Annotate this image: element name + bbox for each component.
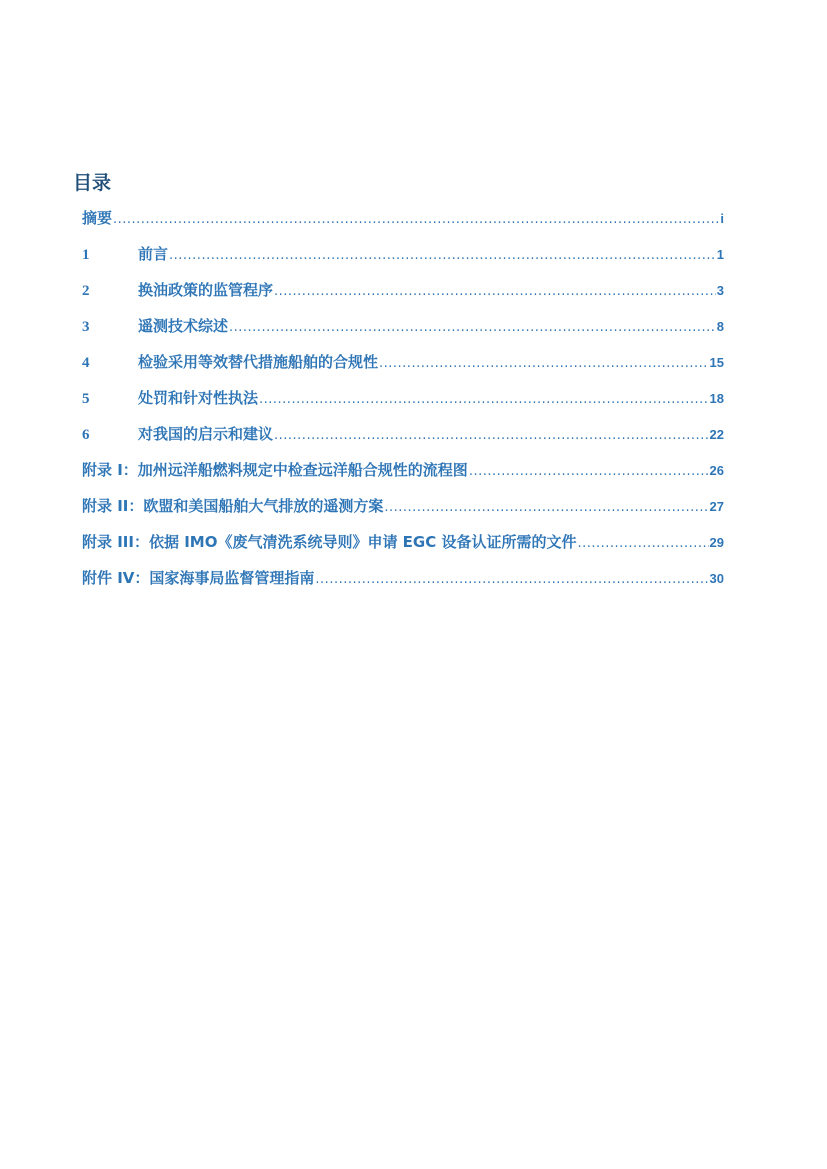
toc-entry-page: 22 — [709, 427, 724, 442]
toc-entry-text: 处罚和针对性执法 — [138, 389, 259, 407]
toc-entry-page: 8 — [716, 319, 724, 334]
toc-entry-appendix-4[interactable] — [82, 567, 724, 603]
toc-leader-dots — [229, 320, 716, 335]
toc-entry-text: 前言 — [138, 245, 169, 263]
toc-leader-dots — [315, 572, 708, 587]
toc-entry-number: 6 — [82, 427, 90, 443]
toc-entry-text: 检验采用等效替代措施船舶的合规性 — [138, 353, 379, 371]
toc-entry-6[interactable] — [82, 423, 724, 459]
toc-entry-page: 15 — [709, 355, 724, 370]
toc-entry-page: 29 — [709, 535, 724, 550]
toc-leader-dots — [469, 464, 709, 479]
toc-entry-text: 换油政策的监管程序 — [138, 281, 274, 299]
toc-entry-text: 附录 I：加州远洋船燃料规定中检查远洋船合规性的流程图 — [82, 461, 468, 479]
toc-entry-4[interactable] — [82, 351, 724, 387]
toc-entry-page: 18 — [709, 391, 724, 406]
toc-leader-dots — [259, 392, 709, 407]
toc-entry-number: 3 — [82, 319, 90, 335]
toc-entry-5[interactable] — [82, 387, 724, 423]
toc-entry-3[interactable] — [82, 315, 724, 351]
toc-entry-page: 27 — [709, 499, 724, 514]
toc-entry-appendix-1[interactable] — [82, 459, 724, 495]
toc-entry-number: 5 — [82, 391, 90, 407]
toc-leader-dots — [169, 248, 716, 263]
toc-leader-dots — [384, 500, 708, 515]
toc-entry-appendix-2[interactable] — [82, 495, 724, 531]
toc-list — [82, 207, 724, 603]
toc-leader-dots — [274, 428, 709, 443]
toc-entry-appendix-3[interactable] — [82, 531, 724, 567]
toc-leader-dots — [577, 536, 708, 551]
toc-title: 目录 — [73, 172, 112, 194]
toc-entry-page: 30 — [709, 571, 724, 586]
toc-entry-number: 4 — [82, 355, 90, 371]
toc-entry-number: 2 — [82, 283, 90, 299]
toc-leader-dots — [379, 356, 709, 371]
toc-leader-dots — [113, 212, 719, 227]
toc-entry-2[interactable] — [82, 279, 724, 315]
toc-entry-abstract[interactable] — [82, 207, 724, 243]
toc-entry-text: 附录 III：依据 IMO《废气清洗系统导则》申请 EGC 设备认证所需的文件 — [82, 533, 577, 551]
toc-entry-text: 遥测技术综述 — [138, 317, 229, 335]
toc-entry-1[interactable] — [82, 243, 724, 279]
toc-entry-page: 1 — [716, 247, 724, 262]
toc-leader-dots — [274, 284, 716, 299]
toc-entry-text: 对我国的启示和建议 — [138, 425, 274, 443]
toc-entry-number: 1 — [82, 247, 90, 263]
toc-entry-text: 摘要 — [82, 209, 113, 227]
toc-entry-text: 附录 II：欧盟和美国船舶大气排放的遥测方案 — [82, 497, 384, 515]
toc-entry-page: i — [720, 211, 724, 226]
toc-entry-page: 3 — [716, 283, 724, 298]
toc-entry-page: 26 — [709, 463, 724, 478]
toc-entry-text: 附件 IV：国家海事局监督管理指南 — [82, 569, 315, 587]
